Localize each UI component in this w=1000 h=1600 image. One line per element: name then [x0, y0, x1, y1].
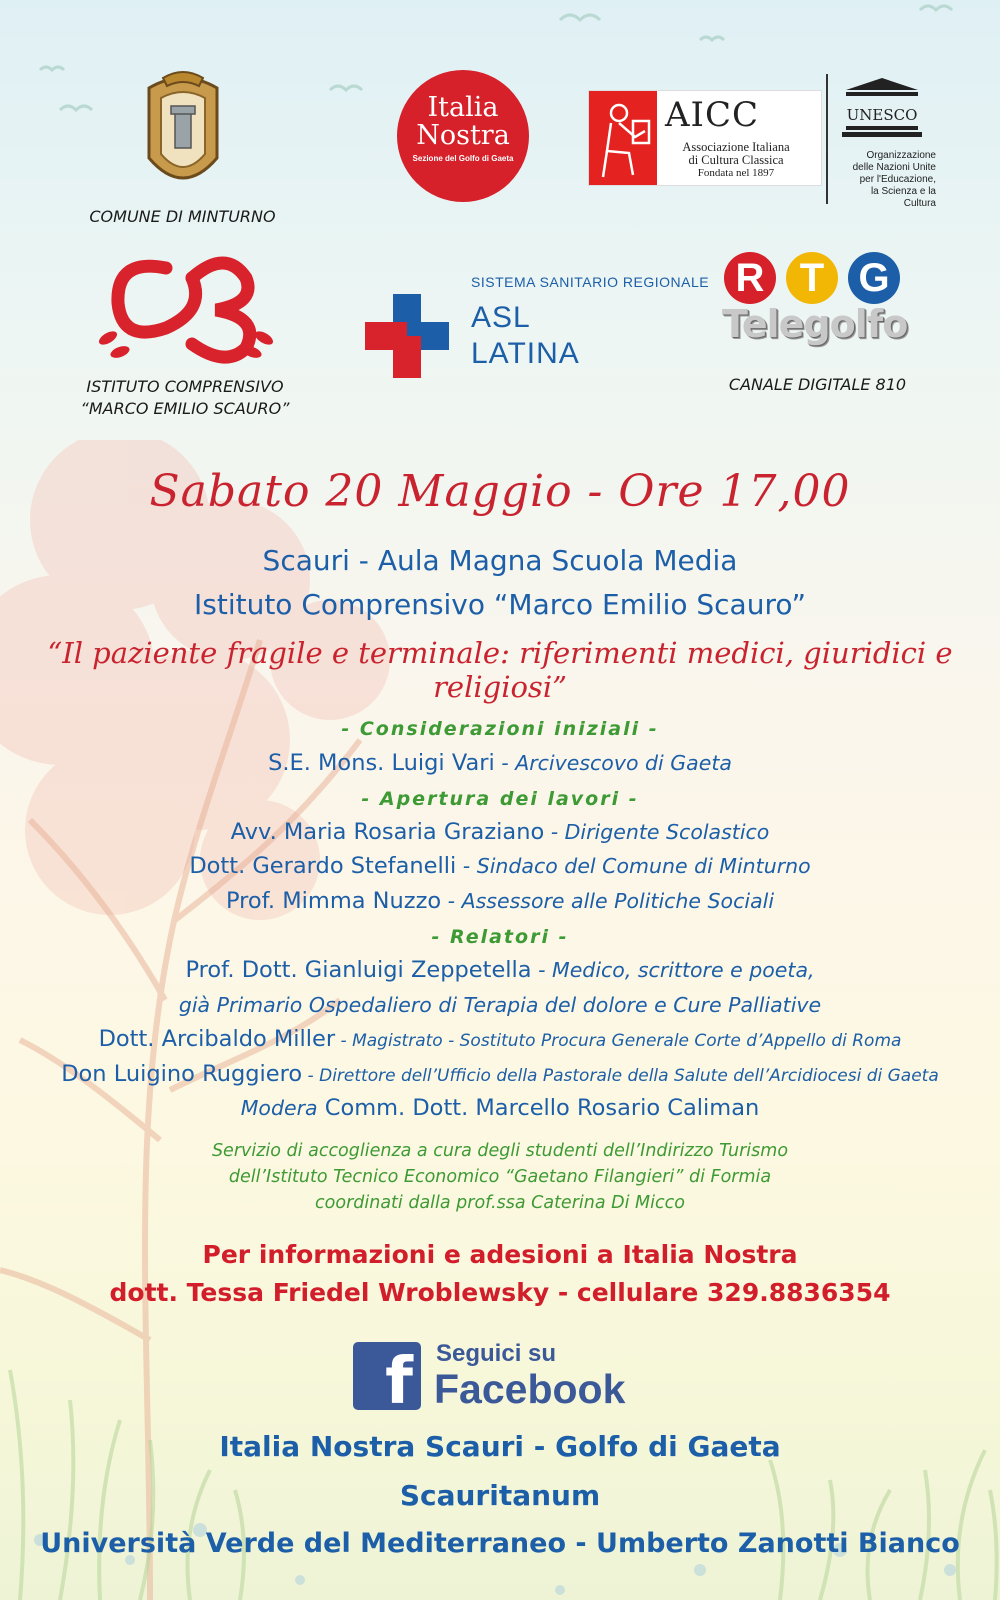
- welcome-service-note: [0, 1138, 1000, 1216]
- event-location-2: Istituto Comprensivo “Marco Emilio Scauro”: [194, 588, 806, 621]
- unesco-caption: [836, 150, 936, 210]
- facebook-icon-letter: f: [385, 1345, 413, 1410]
- speaker-graziano-name: Avv. Maria Rosaria Graziano: [230, 819, 545, 845]
- unesco-line1: Organizzazione: [866, 150, 936, 161]
- info-line2: dott. Tessa Friedel Wroblewsky - cellulare 329.8836354: [109, 1278, 891, 1307]
- telegolfo-name: Telegolfo: [722, 302, 908, 346]
- asl-name: [471, 300, 580, 372]
- unesco-name: UNESCO: [846, 106, 918, 124]
- speaker-vari: [0, 750, 1000, 776]
- unesco-temple-icon: [842, 76, 922, 140]
- rtg-letter-t: T: [786, 252, 838, 304]
- speaker-nuzzo-name: Prof. Mimma Nuzzo: [225, 888, 442, 914]
- aicc-title: AICC: [665, 95, 760, 135]
- speaker-zeppetella-role: - Medico, scrittore e poeta,: [531, 958, 815, 982]
- contact-info: [0, 1236, 1000, 1312]
- event-topic: “Il paziente fragile e terminale: riferimenti medici, giuridici e religiosi”: [47, 636, 953, 704]
- speaker-ruggiero-role: - Direttore dell’Ufficio della Pastorale della Salute dell’Arcidiocesi di Gaeta: [302, 1066, 939, 1086]
- italia-nostra-line1: Italia: [427, 92, 499, 123]
- unesco-line4: la Scienza e la Cultura: [870, 186, 936, 209]
- asl-line2: LATINA: [471, 337, 580, 370]
- facebook-icon[interactable]: [353, 1342, 421, 1410]
- facebook-label[interactable]: Facebook: [434, 1366, 626, 1412]
- speaker-miller-name: Dott. Arcibaldo Miller: [98, 1026, 336, 1052]
- speaker-miller: [0, 1026, 1000, 1052]
- note-line1: Servizio di accoglienza a cura degli studenti dell’Indirizzo Turismo: [211, 1141, 789, 1161]
- section-relatori: - Relatori -: [431, 926, 569, 948]
- aicc-logo: [588, 90, 822, 186]
- speaker-stefanelli-name: Dott. Gerardo Stefanelli: [189, 853, 457, 879]
- speaker-miller-role: - Magistrato - Sostituto Procura Generale Corte d’Appello di Roma: [335, 1031, 902, 1051]
- asl-cross-icon: [365, 294, 449, 378]
- follow-us-label: Seguici su: [436, 1340, 557, 1367]
- comune-caption: COMUNE DI MINTURNO: [89, 207, 276, 226]
- speaker-ruggiero: [0, 1061, 1000, 1087]
- note-line2: dell’Istituto Tecnico Economico “Gaetano Filangieri” di Formia: [228, 1167, 772, 1187]
- speaker-zeppetella: [0, 957, 1000, 983]
- comune-minturno-crest-icon: [139, 68, 227, 196]
- aicc-statue-icon: [589, 91, 657, 185]
- istituto-caption-line1: ISTITUTO COMPRENSIVO: [86, 377, 284, 396]
- speaker-graziano-role: - Dirigente Scolastico: [544, 820, 770, 844]
- speaker-zeppetella-name: Prof. Dott. Gianluigi Zeppetella: [185, 957, 532, 983]
- section-apertura: - Apertura dei lavori -: [361, 788, 639, 810]
- info-line1: Per informazioni e adesioni a Italia Nostra: [202, 1240, 798, 1269]
- istituto-caption-line2: “MARCO EMILIO SCAURO”: [80, 399, 290, 418]
- unesco-divider: [826, 74, 828, 204]
- asl-system-label: SISTEMA SANITARIO REGIONALE: [471, 274, 710, 290]
- speaker-stefanelli-role: - Sindaco del Comune di Minturno: [456, 854, 811, 878]
- note-line3: coordinati dalla prof.ssa Caterina Di Micco: [315, 1193, 685, 1213]
- moderator-label: Modera: [240, 1096, 318, 1120]
- footer-line-3: Università Verde del Mediterraneo - Umberto Zanotti Bianco: [40, 1528, 960, 1559]
- rtg-telegolfo-logo: [720, 252, 920, 362]
- speaker-vari-role: - Arcivescovo di Gaeta: [494, 751, 732, 775]
- speaker-stefanelli: [0, 853, 1000, 879]
- footer-line-2: Scauritanum: [399, 1479, 601, 1512]
- rtg-letter-r: R: [724, 252, 776, 304]
- speaker-zeppetella-role2: già Primario Ospedaliero di Terapia del dolore e Cure Palliative: [178, 993, 822, 1017]
- istituto-monogram-icon: [96, 248, 276, 370]
- unesco-line2: delle Nazioni Unite: [852, 162, 936, 173]
- footer-line-1: Italia Nostra Scauri - Golfo di Gaeta: [219, 1430, 781, 1463]
- rtg-caption: CANALE DIGITALE 810: [728, 375, 907, 394]
- event-date: Sabato 20 Maggio - Ore 17,00: [149, 466, 851, 517]
- italia-nostra-line2: Nostra: [416, 120, 510, 151]
- rtg-letter-g: G: [848, 252, 900, 304]
- speaker-nuzzo: [0, 888, 1000, 914]
- speaker-zeppetella-detail: [0, 992, 1000, 1018]
- moderator: [0, 1095, 1000, 1121]
- speaker-nuzzo-role: - Assessore alle Politiche Sociali: [441, 889, 775, 913]
- italia-nostra-logo: [397, 70, 529, 202]
- aicc-subtitle: [657, 141, 815, 180]
- speaker-ruggiero-name: Don Luigino Ruggiero: [61, 1061, 303, 1087]
- speaker-vari-name: S.E. Mons. Luigi Vari: [268, 750, 495, 776]
- istituto-caption: [50, 376, 320, 420]
- event-location-1: Scauri - Aula Magna Scuola Media: [262, 544, 738, 577]
- section-considerazioni: - Considerazioni iniziali -: [341, 718, 659, 740]
- aicc-line2: di Cultura Classica: [688, 153, 784, 167]
- unesco-line3: per l'Educazione,: [859, 174, 936, 185]
- aicc-line1: Associazione Italiana: [682, 140, 790, 154]
- italia-nostra-line3: Sezione del Golfo di Gaeta: [412, 154, 514, 163]
- speaker-graziano: [0, 819, 1000, 845]
- asl-line1: ASL: [471, 301, 531, 334]
- aicc-line3: Fondata nel 1897: [697, 167, 775, 179]
- moderator-name: Comm. Dott. Marcello Rosario Caliman: [317, 1095, 760, 1121]
